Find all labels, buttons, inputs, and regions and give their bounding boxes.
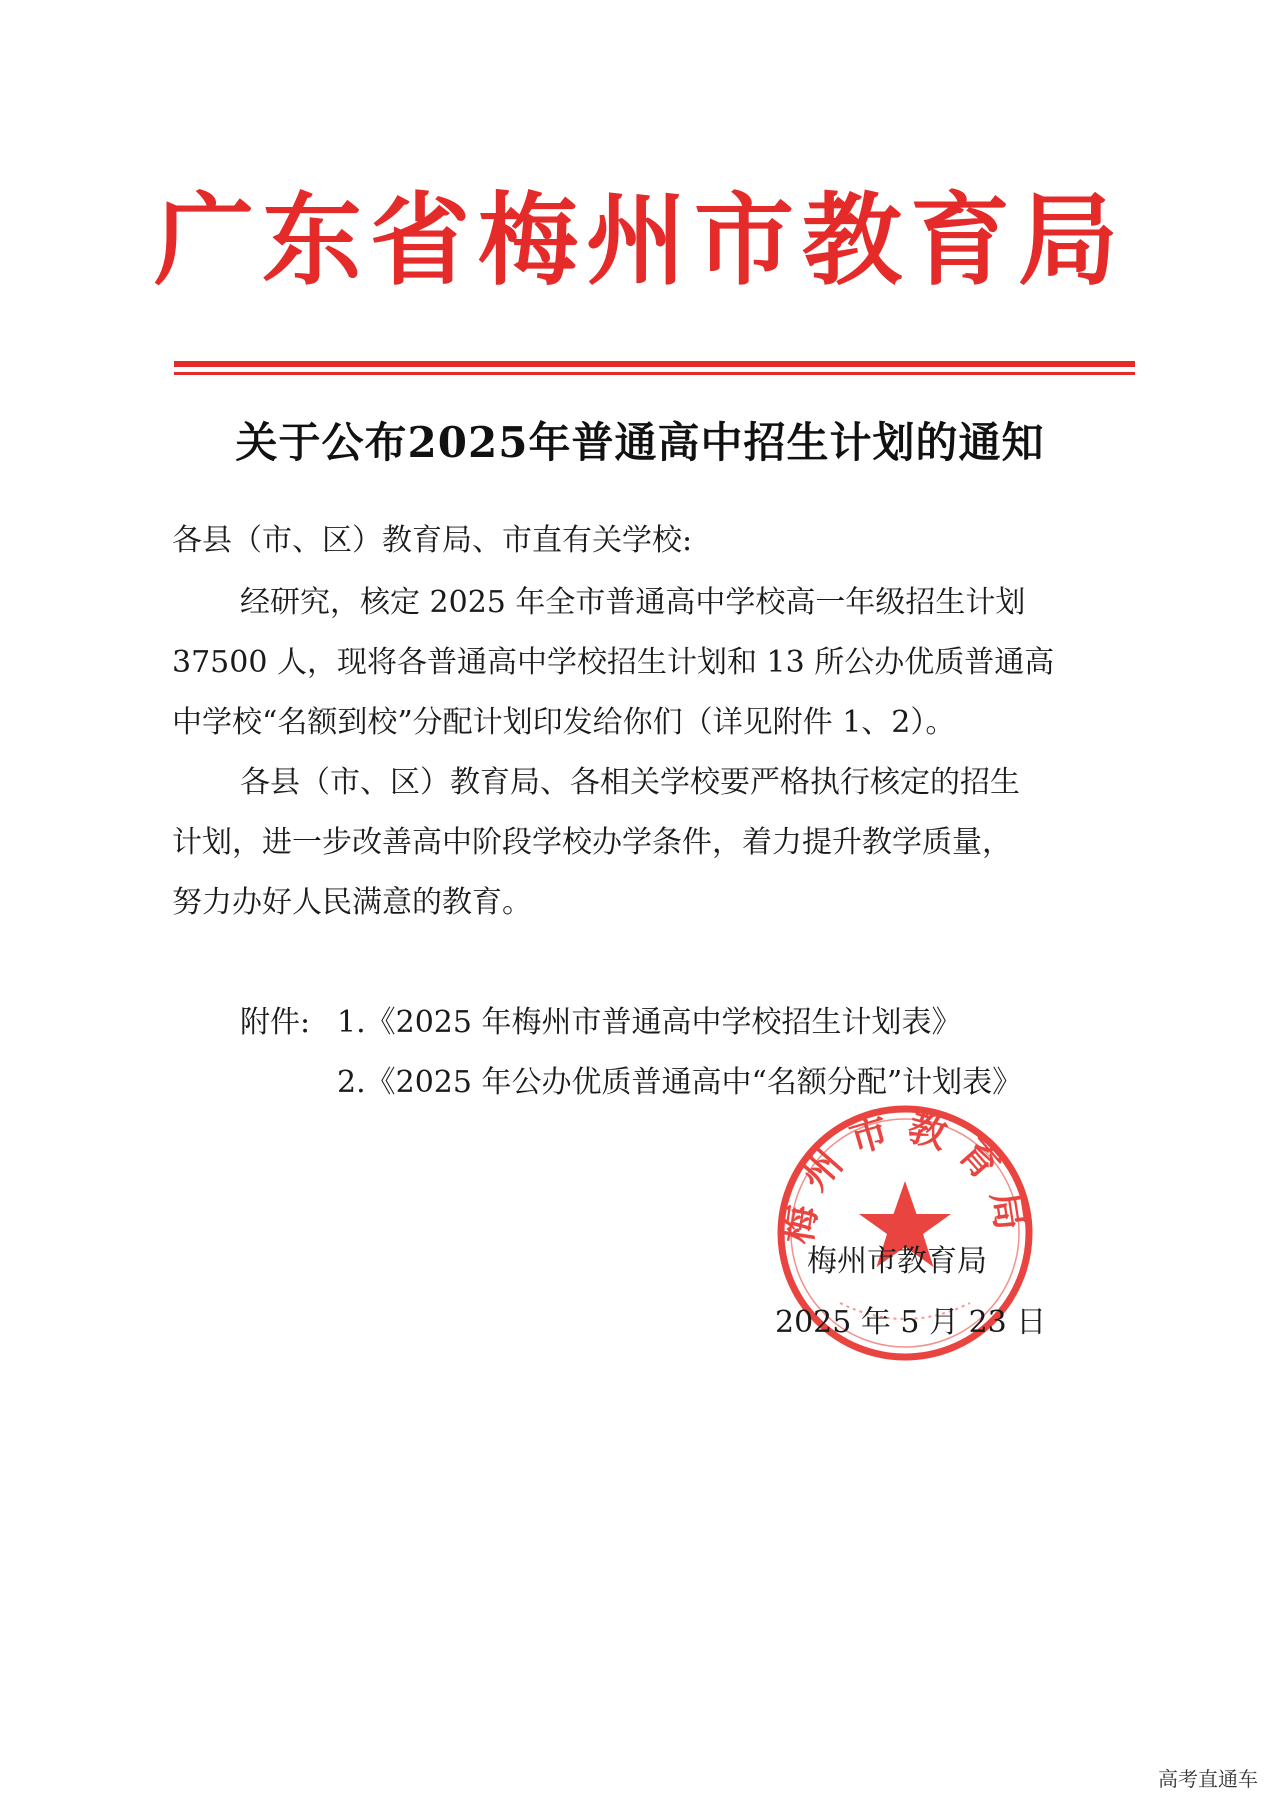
attachment-item-1: 1.《2025 年梅州市普通高中学校招生计划表》 [337,1005,962,1040]
paragraph1-line1: 经研究，核定 2025 年全市普通高中学校高一年级招生计划 [240,585,1026,620]
paragraph2-line2: 计划，进一步改善高中阶段学校办学条件，着力提升教学质量， [172,825,1012,860]
letterhead-red-rule-thick [174,361,1135,367]
attachments-label: 附件: [240,1005,311,1040]
document-title: 关于公布2025年普通高中招生计划的通知 [235,418,1045,467]
signature-date: 2025 年 5 月 23 日 [775,1305,1047,1340]
seal-text: 梅州市教育局 [774,1103,1036,1247]
corner-watermark: 高考直通车 [1158,1767,1258,1791]
letterhead-red-rule-thin [174,372,1135,375]
paragraph1-line3: 中学校“名额到校”分配计划印发给你们（详见附件 1、2）。 [172,705,956,740]
paragraph1-line2: 37500 人，现将各普通高中学校招生计划和 13 所公办优质普通高 [172,645,1055,680]
paragraph2-line3: 努力办好人民满意的教育。 [172,885,532,920]
signature-issuer: 梅州市教育局 [807,1244,987,1279]
salutation: 各县（市、区）教育局、市直有关学校: [172,523,693,558]
attachment-item-2: 2.《2025 年公办优质普通高中“名额分配”计划表》 [337,1065,1023,1100]
paragraph2-line1: 各县（市、区）教育局、各相关学校要严格执行核定的招生 [240,765,1020,800]
letterhead-org-name: 广东省梅州市教育局 [154,181,1126,299]
